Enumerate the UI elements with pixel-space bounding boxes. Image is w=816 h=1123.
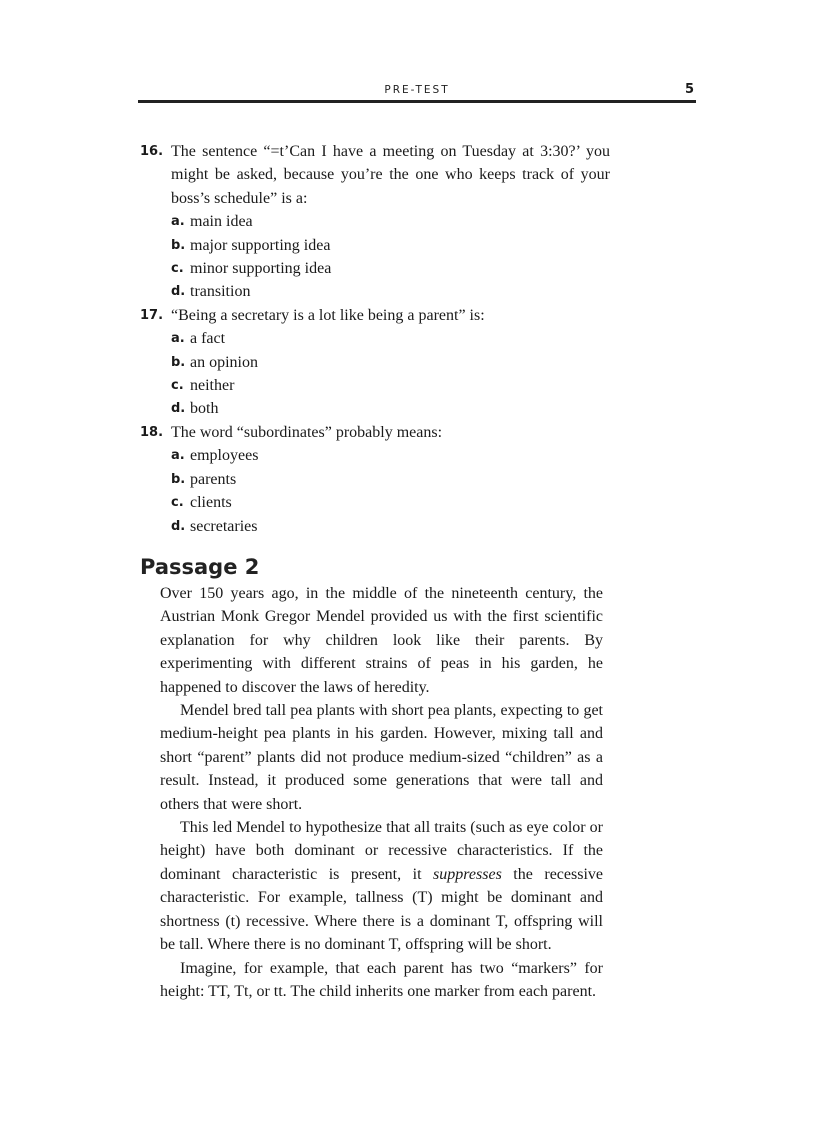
question-number: 16. xyxy=(140,144,164,159)
question-18 xyxy=(140,421,610,444)
answer-option xyxy=(140,280,610,303)
answer-option xyxy=(140,468,610,491)
question-17 xyxy=(140,304,610,327)
passage-paragraph-2: Mendel bred tall pea plants with short pea plants, expecting to get medium-height pea plants in his garden. However, mixing tall and short “parent” plants did not produce medium-sized “children” as a result. Instead, it produced some generations that were tall and others that were short. xyxy=(160,702,603,813)
option-letter: d. xyxy=(171,518,186,534)
option-text: transition xyxy=(190,283,251,301)
answer-option xyxy=(140,374,610,397)
option-letter: a. xyxy=(171,331,185,347)
option-letter: d. xyxy=(171,284,186,300)
option-letter: c. xyxy=(171,495,184,511)
passage-paragraph-3 xyxy=(160,816,603,956)
question-stem: The sentence “=t’Can I have a meeting on Tuesday at 3:30?’ you might be asked, because you’re the one who keeps track of your boss’s schedule” is a: xyxy=(171,143,610,207)
question-16 xyxy=(140,140,610,210)
option-text: main idea xyxy=(190,213,253,231)
option-text: parents xyxy=(190,470,237,488)
answer-option xyxy=(140,234,610,257)
option-text: major supporting idea xyxy=(190,236,331,254)
option-letter: b. xyxy=(171,237,186,253)
option-letter: c. xyxy=(171,378,184,394)
answer-option xyxy=(140,257,610,280)
answer-option xyxy=(140,210,610,233)
question-stem: The word “subordinates” probably means: xyxy=(171,423,443,441)
option-text: employees xyxy=(190,447,259,465)
header-title: PRE-TEST xyxy=(384,84,450,96)
answer-option xyxy=(140,351,610,374)
passage-title: Passage 2 xyxy=(140,555,260,579)
option-letter: b. xyxy=(171,354,186,370)
option-text: minor supporting idea xyxy=(190,260,332,278)
question-stem: “Being a secretary is a lot like being a parent” is: xyxy=(171,306,485,324)
question-number: 18. xyxy=(140,424,164,440)
italic-word: suppresses xyxy=(433,865,502,883)
option-letter: a. xyxy=(171,214,185,230)
option-letter: b. xyxy=(171,471,186,487)
option-text: secretaries xyxy=(190,517,258,535)
option-text: neither xyxy=(190,377,235,395)
option-text: an opinion xyxy=(190,353,258,371)
passage-paragraph-4: Imagine, for example, that each parent has two “markers” for height: TT, Tt, or tt. The child inherits one marker from each parent. xyxy=(160,959,603,1000)
answer-option xyxy=(140,515,610,538)
answer-option xyxy=(140,397,610,420)
question-list xyxy=(140,140,610,538)
option-letter: a. xyxy=(171,448,185,464)
answer-option xyxy=(140,491,610,514)
paragraph-text: the recessive characteristic. For example, tallness (T) might be dominant and shortness (t) recessive. Where there is a dominant T, offspring will be tall. Where there is no dominant T, offspring will be short. xyxy=(160,865,603,954)
header-rule xyxy=(138,100,696,103)
passage-paragraph-1: Over 150 years ago, in the middle of the nineteenth century, the Austrian Monk Gregor Mendel provided us with the first scientific explanation for why children look like their parents. By experimenting with different strains of peas in his garden, he happened to discover the laws of heredity. xyxy=(160,585,603,696)
question-number: 17. xyxy=(140,307,164,323)
answer-option xyxy=(140,444,610,467)
page-number: 5 xyxy=(684,82,694,97)
option-text: a fact xyxy=(190,330,226,348)
option-text: clients xyxy=(190,494,232,512)
paragraph-text: This led Mendel to hypothesize that all traits (such as eye color or height) have both dominant or recessive characteristics. If the dominant characteristic is present, it xyxy=(160,819,603,883)
answer-option xyxy=(140,327,610,350)
option-text: both xyxy=(190,400,219,418)
option-letter: c. xyxy=(171,261,184,277)
passage-body xyxy=(160,582,603,1003)
option-letter: d. xyxy=(171,401,186,417)
